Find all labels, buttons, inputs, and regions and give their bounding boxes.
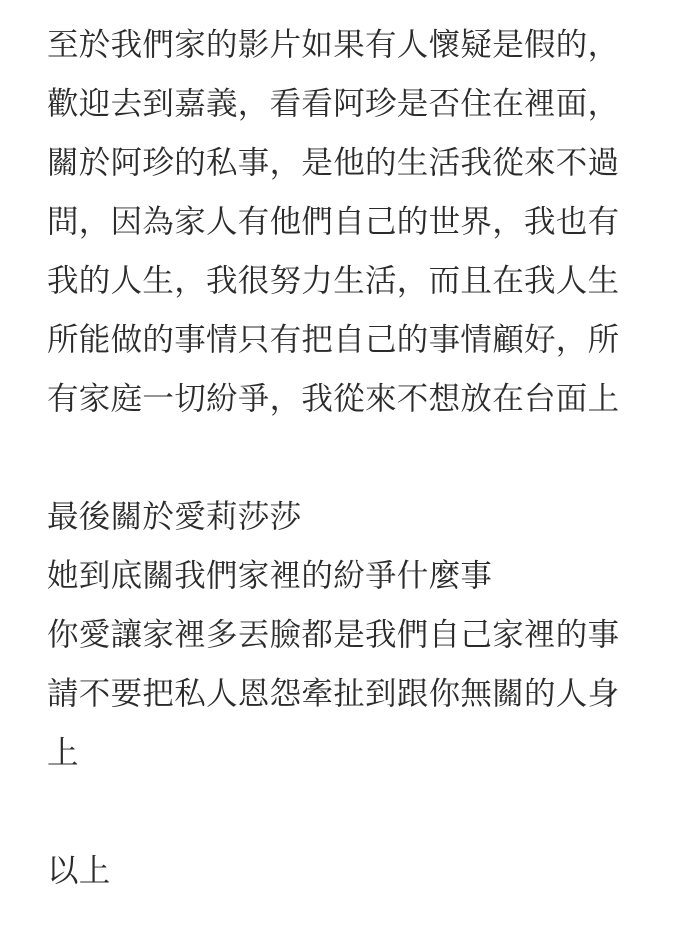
text-line: 關於阿珍的私事，是他的生活我從來不過 bbox=[47, 145, 620, 181]
text-line: 問，因為家人有他們自己的世界，我也有 bbox=[47, 204, 620, 240]
text-line: 以上 bbox=[47, 853, 111, 889]
text-line: 有家庭一切紛爭，我從來不想放在台面上 bbox=[47, 381, 620, 417]
text-line: 至於我們家的影片如果有人懷疑是假的， bbox=[47, 27, 620, 63]
text-line: 我的人生，我很努力生活，而且在我人生 bbox=[47, 263, 620, 299]
text-line: 她到底關我們家裡的紛爭什麼事 bbox=[47, 558, 493, 594]
text-line: 所能做的事情只有把自己的事情顧好，所 bbox=[47, 322, 620, 358]
text-line: 上 bbox=[47, 735, 79, 771]
text-line: 歡迎去到嘉義，看看阿珍是否住在裡面， bbox=[47, 86, 620, 122]
text-line: 你愛讓家裡多丟臉都是我們自己家裡的事 bbox=[47, 617, 620, 653]
text-line: 請不要把私人恩怨牽扯到跟你無關的人身 bbox=[47, 676, 620, 712]
text-line: 最後關於愛莉莎莎 bbox=[47, 499, 302, 535]
